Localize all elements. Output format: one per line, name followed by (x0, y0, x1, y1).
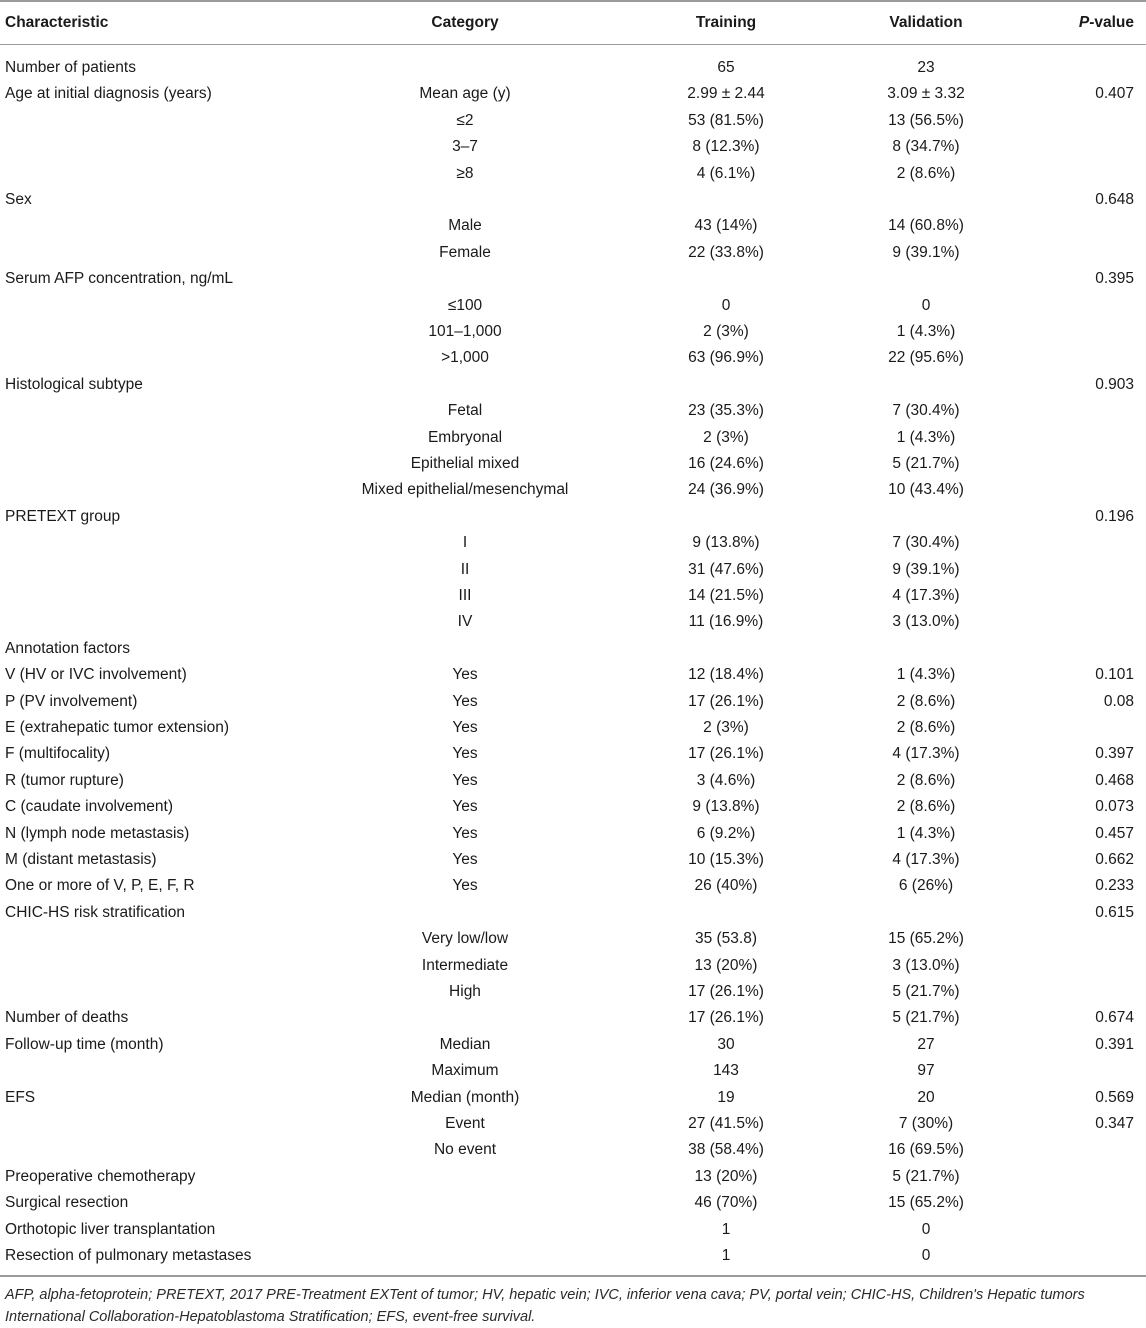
cell-validation: 97 (917, 1062, 935, 1080)
cell-training: 16 (24.6%) (688, 455, 764, 472)
table-row (0, 636, 1146, 662)
table-row (0, 1111, 1146, 1137)
cell-validation: 1 (4.3%) (896, 666, 956, 684)
header-pvalue-suffix: -value (1089, 14, 1134, 31)
cell-characteristic: Age at initial diagnosis (years) (5, 85, 212, 103)
cell-training: 35 (53.8) (694, 930, 758, 948)
header-rule (0, 44, 1146, 45)
cell-training: 30 (717, 1035, 735, 1053)
cell-category: >1,000 (441, 349, 489, 367)
cell-validation: 15 (65.2%) (888, 1194, 964, 1212)
cell-characteristic: Surgical resection (5, 1194, 129, 1212)
cell-validation: 1 (4.3%) (896, 428, 956, 446)
cell-pvalue: 0.615 (1095, 903, 1134, 921)
cell-pvalue: 0.397 (1095, 745, 1134, 763)
cell-characteristic: Number of deaths (5, 1009, 129, 1027)
cell-category: 3–7 (452, 138, 478, 156)
cell-validation: 5 (21.7%) (892, 983, 960, 1000)
cell-pvalue: 0.08 (1103, 692, 1134, 710)
cell-pvalue: 0.233 (1095, 877, 1134, 895)
cell-characteristic: Follow-up time (month) (5, 1035, 164, 1053)
header-pvalue-italic: P (1078, 14, 1090, 31)
cell-pvalue: 0.648 (1095, 191, 1134, 208)
cell-category: Yes (452, 692, 478, 710)
table-row (0, 345, 1146, 371)
cell-training: 143 (713, 1062, 739, 1080)
table-row (0, 1005, 1146, 1031)
cell-training: 2 (3%) (703, 719, 749, 736)
cell-category: Maximum (431, 1062, 499, 1080)
cell-validation: 4 (17.3%) (892, 851, 960, 868)
cell-training: 3 (4.6%) (696, 771, 756, 789)
cell-pvalue: 0.196 (1095, 507, 1134, 525)
cell-validation: 0 (921, 1247, 931, 1264)
cell-validation: 16 (69.5%) (888, 1141, 964, 1159)
table-row (0, 187, 1146, 213)
cell-training: 17 (26.1%) (688, 1009, 764, 1027)
table-row (0, 741, 1146, 767)
cell-category: Yes (452, 824, 478, 842)
cell-category: Embryonal (427, 428, 503, 446)
cell-characteristic: R (tumor rupture) (5, 771, 124, 789)
cell-pvalue: 0.662 (1095, 851, 1134, 868)
cell-characteristic: Annotation factors (5, 639, 130, 657)
table-row (0, 451, 1146, 477)
cell-characteristic: E (extrahepatic tumor extension) (5, 719, 229, 736)
cell-validation: 15 (65.2%) (888, 930, 964, 948)
table-row (0, 477, 1146, 503)
cell-category: ≥8 (456, 164, 474, 182)
cell-validation: 6 (26%) (898, 877, 954, 895)
cell-training: 17 (26.1%) (688, 745, 764, 763)
table-row (0, 1190, 1146, 1216)
table-row (0, 926, 1146, 952)
cell-characteristic: C (caudate involvement) (5, 798, 173, 816)
cell-training: 43 (14%) (694, 217, 758, 235)
cell-category: ≤2 (456, 111, 474, 129)
cell-training: 46 (70%) (694, 1194, 758, 1212)
cell-validation: 2 (8.6%) (896, 719, 956, 736)
cell-category: II (460, 560, 470, 578)
table-row (0, 134, 1146, 160)
cell-characteristic: PRETEXT group (5, 507, 121, 525)
cell-category: No event (433, 1141, 497, 1159)
cell-category: Median (439, 1035, 491, 1053)
header-training: Training (695, 14, 757, 31)
table-row (0, 372, 1146, 398)
cell-validation: 5 (21.7%) (892, 455, 960, 472)
cell-characteristic: Preoperative chemotherapy (5, 1167, 196, 1185)
cell-category: Median (month) (410, 1088, 520, 1106)
table-row (0, 1164, 1146, 1190)
cell-characteristic: Orthotopic liver transplantation (5, 1220, 216, 1238)
cell-validation: 3 (13.0%) (892, 956, 960, 974)
cell-training: 13 (20%) (694, 956, 758, 974)
cell-training: 17 (26.1%) (688, 692, 764, 710)
cell-category: Event (445, 1115, 485, 1132)
table-row (0, 979, 1146, 1005)
table-row (0, 873, 1146, 899)
cell-training: 1 (721, 1247, 731, 1264)
cell-category: Fetal (447, 402, 483, 420)
cell-validation: 5 (21.7%) (892, 1167, 960, 1185)
cell-validation: 2 (8.6%) (896, 798, 956, 816)
cell-validation: 3 (13.0%) (892, 613, 960, 631)
cell-training: 24 (36.9%) (688, 481, 764, 499)
table-row (0, 55, 1146, 81)
cell-validation: 7 (30.4%) (892, 534, 960, 552)
cell-validation: 1 (4.3%) (896, 323, 956, 340)
cell-training: 13 (20%) (694, 1167, 758, 1185)
cell-validation: 7 (30.4%) (892, 402, 960, 420)
table-row (0, 715, 1146, 741)
cell-characteristic: Number of patients (5, 59, 136, 76)
table-row (0, 293, 1146, 319)
cell-validation: 13 (56.5%) (888, 111, 964, 129)
table-footnote: AFP, alpha-fetoprotein; PRETEXT, 2017 PRE-Treatment EXTent of tumor; HV, hepatic vein; IVC, inferior vena cava; PV, portal vein; CHIC-HS, Children's Hepatic tumors International Collaboration-Hepatoblastoma Stratification; EFS, event-free survival. (5, 1287, 1085, 1325)
cell-pvalue: 0.395 (1095, 270, 1134, 288)
table-row (0, 1058, 1146, 1084)
cell-category: Very low/low (421, 930, 509, 948)
table-row (0, 1217, 1146, 1243)
cell-training: 4 (6.1%) (696, 164, 756, 182)
cell-validation: 9 (39.1%) (892, 243, 960, 261)
cell-validation: 0 (921, 1220, 931, 1238)
table-row (0, 81, 1146, 107)
table-row (0, 662, 1146, 688)
table-row (0, 266, 1146, 292)
cell-training: 63 (96.9%) (688, 349, 764, 367)
table-row (0, 847, 1146, 873)
table-row (0, 1243, 1146, 1269)
cell-category: Mean age (y) (419, 85, 511, 103)
cell-category: Intermediate (421, 956, 509, 974)
cell-training: 53 (81.5%) (688, 111, 764, 129)
cell-characteristic: CHIC-HS risk stratification (5, 903, 185, 921)
cell-training: 2 (3%) (703, 323, 749, 340)
cell-characteristic: P (PV involvement) (5, 692, 138, 710)
cell-category: Yes (452, 877, 478, 895)
cell-validation: 22 (95.6%) (888, 349, 964, 367)
cell-category: IV (457, 613, 473, 631)
cell-training: 11 (16.9%) (688, 613, 764, 631)
cell-training: 14 (21.5%) (688, 587, 764, 604)
cell-category: Mixed epithelial/mesenchymal (361, 481, 569, 499)
cell-category: High (449, 983, 481, 1000)
cell-validation: 0 (921, 296, 931, 314)
cell-characteristic: One or more of V, P, E, F, R (5, 877, 195, 895)
cell-training: 26 (40%) (694, 877, 758, 895)
cell-training: 27 (41.5%) (688, 1115, 764, 1132)
table-row (0, 530, 1146, 556)
cell-characteristic: M (distant metastasis) (5, 851, 157, 868)
cell-characteristic: F (multifocality) (5, 745, 111, 763)
cell-validation: 23 (917, 59, 935, 76)
cell-category: Yes (452, 851, 478, 868)
cell-training: 0 (721, 296, 731, 314)
cell-characteristic: Resection of pulmonary metastases (5, 1247, 252, 1264)
cell-category: I (462, 534, 468, 552)
header-validation: Validation (889, 14, 963, 31)
table-row (0, 953, 1146, 979)
cell-validation: 5 (21.7%) (892, 1009, 960, 1027)
cell-training: 8 (12.3%) (692, 138, 760, 156)
cell-training: 31 (47.6%) (688, 560, 764, 578)
table-row (0, 1032, 1146, 1058)
table-row (0, 583, 1146, 609)
table-bottom-rule (0, 1275, 1146, 1277)
cell-validation: 14 (60.8%) (888, 217, 964, 235)
cell-training: 23 (35.3%) (688, 402, 764, 420)
table-row (0, 689, 1146, 715)
cell-validation: 2 (8.6%) (896, 692, 956, 710)
cell-category: Male (448, 217, 482, 235)
cell-characteristic: Histological subtype (5, 375, 143, 393)
cell-training: 65 (717, 59, 735, 76)
cell-category: Epithelial mixed (410, 455, 520, 472)
cell-validation: 4 (17.3%) (892, 745, 960, 763)
cell-training: 2 (3%) (703, 428, 749, 446)
table-row (0, 240, 1146, 266)
cell-validation: 1 (4.3%) (896, 824, 956, 842)
cell-characteristic: EFS (5, 1088, 36, 1106)
table-row (0, 504, 1146, 530)
cell-category: Yes (452, 719, 478, 736)
cell-validation: 3.09 ± 3.32 (887, 85, 965, 103)
table-row (0, 1137, 1146, 1163)
cell-pvalue: 0.457 (1095, 824, 1134, 842)
header-pvalue (1079, 14, 1134, 32)
cell-category: Yes (452, 745, 478, 763)
cell-category: III (458, 587, 472, 604)
cell-validation: 2 (8.6%) (896, 164, 956, 182)
table-row (0, 108, 1146, 134)
cell-pvalue: 0.674 (1095, 1009, 1134, 1027)
table-row (0, 213, 1146, 239)
cell-training: 22 (33.8%) (688, 243, 764, 261)
cell-characteristic: Sex (5, 191, 32, 208)
cell-validation: 20 (917, 1088, 935, 1106)
cell-pvalue: 0.468 (1095, 771, 1134, 789)
cell-category: ≤100 (447, 296, 483, 314)
table-top-rule (0, 0, 1146, 2)
cell-training: 17 (26.1%) (688, 983, 764, 1000)
cell-pvalue: 0.569 (1095, 1088, 1134, 1106)
cell-validation: 8 (34.7%) (892, 138, 960, 156)
cell-pvalue: 0.407 (1095, 85, 1134, 103)
cell-pvalue: 0.101 (1095, 666, 1134, 684)
cell-category: 101–1,000 (428, 323, 502, 340)
header-category: Category (431, 14, 499, 31)
cell-training: 6 (9.2%) (696, 824, 756, 842)
cell-pvalue: 0.073 (1095, 798, 1134, 816)
table-row (0, 609, 1146, 635)
cell-validation: 9 (39.1%) (892, 560, 960, 578)
cell-validation: 27 (917, 1035, 935, 1053)
table-row (0, 1085, 1146, 1111)
cell-training: 2.99 ± 2.44 (687, 85, 765, 103)
cell-category: Female (439, 243, 491, 261)
cell-validation: 2 (8.6%) (896, 771, 956, 789)
table-row (0, 557, 1146, 583)
header-characteristic: Characteristic (5, 14, 109, 31)
cell-training: 1 (721, 1220, 731, 1238)
cell-pvalue: 0.903 (1095, 375, 1134, 393)
cell-category: Yes (452, 666, 478, 684)
cell-validation: 7 (30%) (898, 1115, 954, 1132)
cell-pvalue: 0.391 (1095, 1035, 1134, 1053)
table-row (0, 398, 1146, 424)
cell-category: Yes (452, 771, 478, 789)
cell-training: 10 (15.3%) (688, 851, 764, 868)
table-row (0, 794, 1146, 820)
cell-category: Yes (452, 798, 478, 816)
cell-training: 19 (717, 1088, 735, 1106)
table-row (0, 900, 1146, 926)
cell-training: 38 (58.4%) (688, 1141, 764, 1159)
table-row (0, 161, 1146, 187)
table-row (0, 425, 1146, 451)
table-row (0, 768, 1146, 794)
cell-validation: 4 (17.3%) (892, 587, 960, 604)
cell-pvalue: 0.347 (1095, 1115, 1134, 1132)
table-row (0, 319, 1146, 345)
cell-training: 9 (13.8%) (692, 798, 760, 816)
cell-training: 12 (18.4%) (688, 666, 764, 684)
cell-characteristic: V (HV or IVC involvement) (5, 666, 187, 684)
table-row (0, 821, 1146, 847)
cell-characteristic: Serum AFP concentration, ng/mL (5, 270, 234, 288)
cell-validation: 10 (43.4%) (888, 481, 964, 499)
cell-training: 9 (13.8%) (692, 534, 760, 552)
cell-characteristic: N (lymph node metastasis) (5, 824, 190, 842)
